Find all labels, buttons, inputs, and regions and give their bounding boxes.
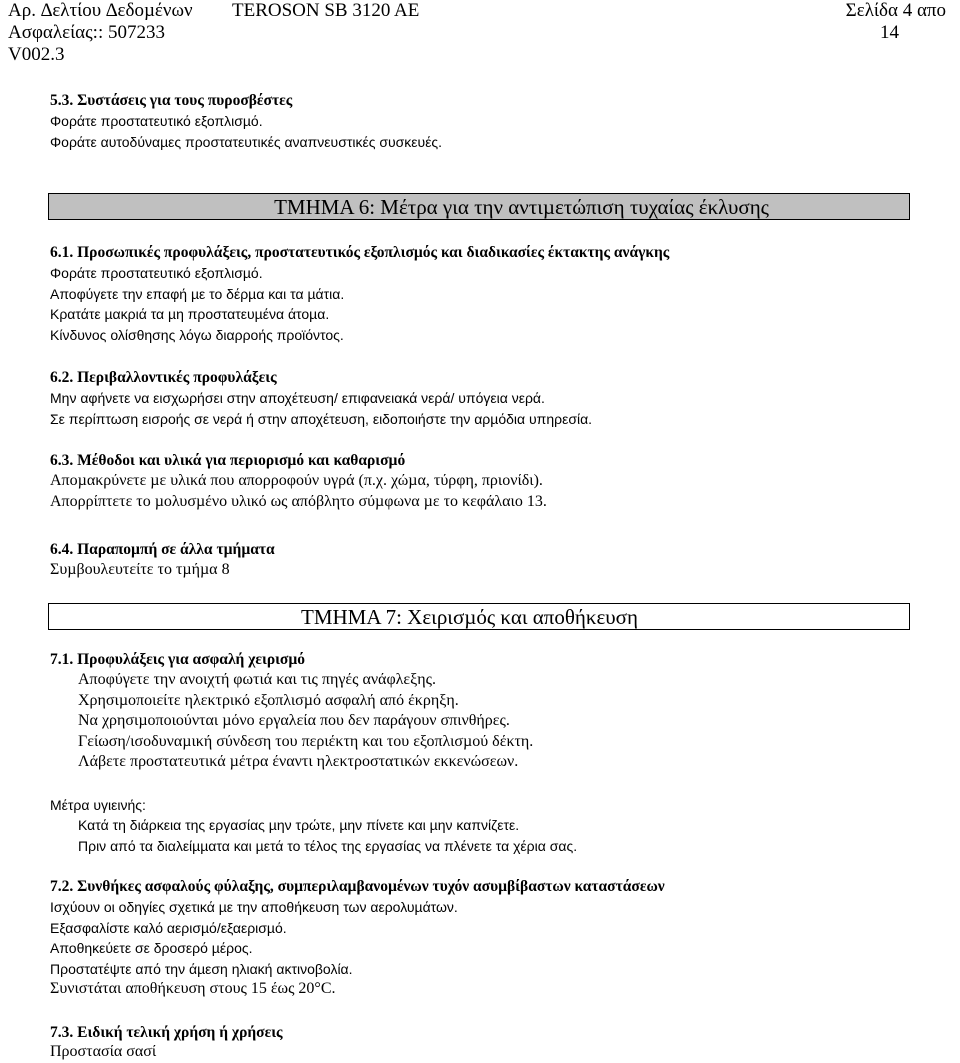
section-7-1-title: 7.1. Προφυλάξεις για ασφαλή χειρισµό xyxy=(50,651,306,668)
hygiene-label: Μέτρα υγιεινής: xyxy=(50,797,146,813)
text-line: Αποµακρύνετε µε υλικά που απορροφούν υγρά (π.χ. χώµα, τύρφη, πριονίδι). xyxy=(50,472,543,489)
version: V002.3 xyxy=(8,44,65,65)
section-6-2-title: 6.2. Περιβαλλοντικές προφυλάξεις xyxy=(50,369,277,386)
section-5-3-body xyxy=(50,111,442,152)
hygiene-body xyxy=(78,815,577,856)
section-6-3-title: 6.3. Μέθοδοι και υλικά για περιορισµό και καθαρισµό xyxy=(50,452,406,469)
section-7-heading: ΤΜΗΜΑ 7: Χειρισµός και αποθήκευση xyxy=(48,603,910,630)
text-line: Κατά τη διάρκεια της εργασίας µην τρώτε, µην πίνετε και µην καπνίζετε. xyxy=(78,817,520,833)
text-line: Προστατέψτε από την άµεση ηλιακή ακτινοβολία. xyxy=(50,960,353,977)
section-7-3-body xyxy=(50,1042,156,1063)
page-label: Σελίδα 4 απο xyxy=(845,0,946,21)
section-6-3-body xyxy=(50,471,547,512)
text-line: Συµβουλευτείτε το τµήµα 8 xyxy=(50,561,230,578)
section-7-2-body xyxy=(50,897,458,1000)
text-line: Χρησιµοποιείτε ηλεκτρικό εξοπλισµό ασφαλή από έκρηξη. xyxy=(78,691,459,709)
text-line: Συνιστάται αποθήκευση στους 15 έως 20°C. xyxy=(50,980,336,997)
product-name: TEROSON SB 3120 AE xyxy=(232,0,420,21)
text-line: Κρατάτε µακριά τα µη προστατευµένα άτοµα. xyxy=(50,306,330,322)
text-line: Ισχύουν οι οδηγίες σχετικά µε την αποθήκευση των αερολυµάτων. xyxy=(50,899,458,915)
text-line: Αποφύγετε την ανοιχτή φωτιά και τις πηγές ανάφλεξης. xyxy=(78,671,436,688)
text-line: Φοράτε προστατευτικό εξοπλισµό. xyxy=(50,265,263,281)
section-6-2-body xyxy=(50,388,592,429)
doc-label: Αρ. ∆ελτίου ∆εδοµένων xyxy=(8,0,193,21)
section-6-4-title: 6.4. Παραποµπή σε άλλα τµήµατα xyxy=(50,541,275,558)
total-pages: 14 xyxy=(880,22,899,43)
section-7-1-body xyxy=(78,670,533,773)
section-6-1-title: 6.1. Προσωπικές προφυλάξεις, προστατευτικός εξοπλισµός και διαδικασίες έκτακτης ανάγκης xyxy=(50,244,670,261)
text-line: Μην αφήνετε να εισχωρήσει στην αποχέτευση/ επιφανειακά νερά/ υπόγεια νερά. xyxy=(50,390,545,406)
text-line: Απορρίπτετε το µολυσµένο υλικό ως απόβλητο σύµφωνα µε το κεφάλαιο 13. xyxy=(50,492,547,510)
text-line: Φοράτε αυτοδύναµες προστατευτικές αναπνευστικές συσκευές. xyxy=(50,133,443,150)
text-line: Να χρησιµοποιούνται µόνο εργαλεία που δεν παράγουν σπινθήρες. xyxy=(78,712,510,729)
section-5-3-title: 5.3. Συστάσεις για τους πυροσβέστες xyxy=(50,92,293,109)
text-line: Πριν από τα διαλείµµατα και µετά το τέλος της εργασίας να πλένετε τα χέρια σας. xyxy=(78,837,578,854)
text-line: Λάβετε προστατευτικά µέτρα έναντι ηλεκτροστατικών εκκενώσεων. xyxy=(78,753,519,770)
text-line: Σε περίπτωση εισροής σε νερά ή στην αποχέτευση, ειδοποιήστε την αρµόδια υπηρεσία. xyxy=(50,410,593,427)
section-7-2-title: 7.2. Συνθήκες ασφαλούς φύλαξης, συµπεριλαµβανοµένων τυχόν ασυµβίβαστων καταστάσεων xyxy=(50,878,665,895)
text-line: Φοράτε προστατευτικό εξοπλισµό. xyxy=(50,113,263,129)
text-line: Εξασφαλίστε καλό αερισµό/εξαερισµό. xyxy=(50,919,287,936)
section-7-3-title: 7.3. Ειδική τελική χρήση ή χρήσεις xyxy=(50,1024,283,1041)
section-6-4-body xyxy=(50,560,230,581)
text-line: Προστασία σασί xyxy=(50,1043,157,1060)
text-line: Γείωση/ισοδυναµική σύνδεση του περιέκτη και του εξοπλισµού δέκτη. xyxy=(78,732,534,750)
section-6-heading: ΤΜΗΜΑ 6: Μέτρα για την αντιµετώπιση τυχαίας έκλυσης xyxy=(48,193,910,220)
text-line: Αποθηκεύετε σε δροσερό µέρος. xyxy=(50,940,253,956)
text-line: Κίνδυνος ολίσθησης λόγω διαρροής προϊόντος. xyxy=(50,326,344,343)
text-line: Αποφύγετε την επαφή µε το δέρµα και τα µάτια. xyxy=(50,285,345,302)
section-6-1-body xyxy=(50,263,344,345)
insurance-number: Ασφαλείας:: 507233 xyxy=(8,22,165,43)
